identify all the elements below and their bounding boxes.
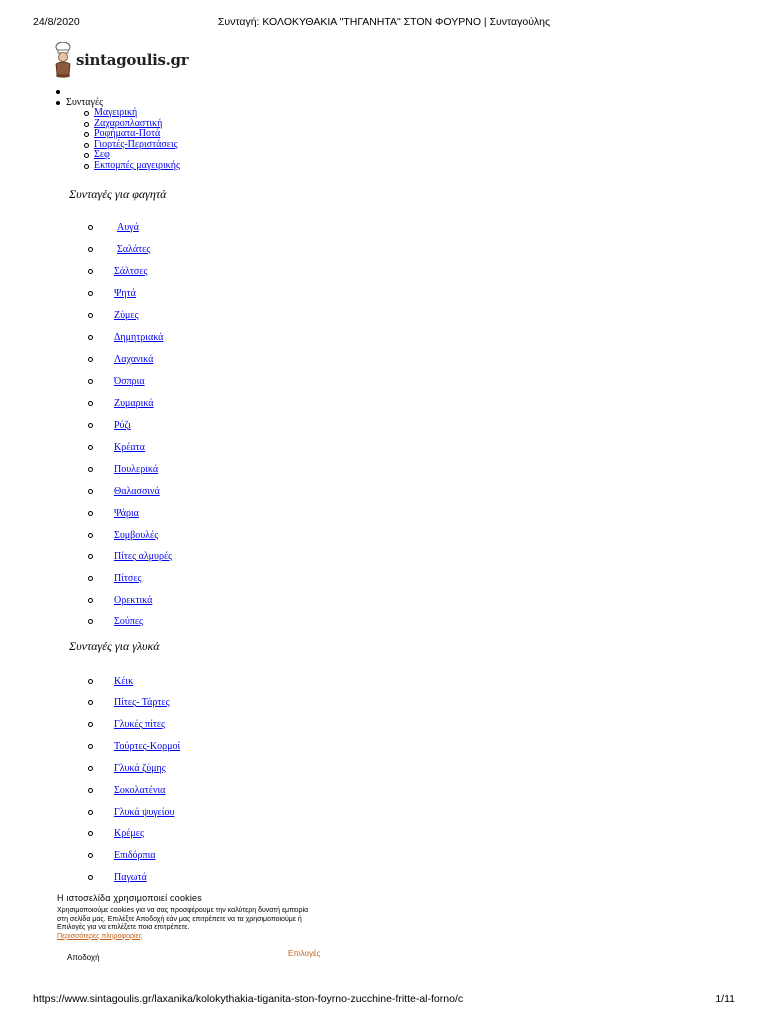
circle-bullet-icon (88, 489, 93, 494)
sweets-category-item (0, 763, 300, 777)
sweets-category-item (0, 697, 300, 711)
sweets-recipes-heading: Συνταγές για γλυκά (69, 639, 160, 653)
nav-item-empty (60, 86, 180, 97)
circle-bullet-icon (88, 554, 93, 559)
cookie-more-info-link[interactable]: Περισσότερες πληροφορίες (57, 932, 143, 940)
food-category-link[interactable]: Σαλάτες (117, 244, 151, 255)
circle-bullet-icon (88, 401, 93, 406)
circle-bullet-icon (88, 831, 93, 836)
food-category-link[interactable]: Σάλτσες (114, 266, 148, 277)
nav-recipes-label: Συνταγές (66, 97, 104, 108)
submenu-link-cooking-shows[interactable]: Εκπομπές μαγειρικής (94, 159, 180, 171)
food-category-item (0, 354, 300, 368)
cookie-accept-button[interactable]: Αποδοχή (67, 953, 100, 962)
site-logo[interactable] (52, 42, 189, 80)
food-category-item (0, 420, 300, 434)
food-category-link[interactable]: Συμβουλές (114, 530, 159, 541)
circle-bullet-icon (88, 853, 93, 858)
circle-bullet-icon (88, 722, 93, 727)
circle-bullet-icon (88, 225, 93, 230)
food-recipes-heading: Συνταγές για φαγητά (69, 187, 167, 201)
sweets-category-link[interactable]: Τούρτες-Κορμοί (114, 741, 181, 752)
circle-bullet-icon (88, 700, 93, 705)
print-footer (0, 993, 768, 1009)
food-category-link[interactable]: Όσπρια (114, 376, 145, 387)
food-category-link[interactable]: Ζύμες (114, 310, 139, 321)
food-category-link[interactable]: Πίτσες (114, 573, 142, 584)
food-category-link[interactable]: Σούπες (114, 616, 143, 627)
cookie-options-button[interactable]: Επιλογές (288, 949, 321, 958)
logo-text: sintagoulis.gr (76, 51, 189, 69)
food-category-item (0, 573, 300, 587)
circle-bullet-icon (88, 269, 93, 274)
print-page-title: Συνταγή: ΚΟΛΟΚΥΘΑΚΙΑ "ΤΗΓΑΝΗΤΑ" ΣΤΟΝ ΦΟΥΡΝΟ | Συνταγούλης (217, 16, 551, 28)
sweets-category-item (0, 872, 300, 886)
cookie-title: Η ιστοσελίδα χρησιμοποιεί cookies (57, 893, 202, 903)
circle-bullet-icon (88, 619, 93, 624)
sweets-category-item (0, 828, 300, 842)
submenu-item (94, 161, 180, 172)
food-category-link[interactable]: Ζυμαρικά (114, 398, 154, 409)
sweets-category-item (0, 850, 300, 864)
food-category-item (0, 486, 300, 500)
food-category-link[interactable]: Δημητριακά (114, 332, 164, 343)
submenu-link-drinks[interactable]: Ροφήματα-Ποτά (94, 128, 161, 140)
food-category-link[interactable]: Ψητά (114, 288, 136, 299)
circle-bullet-icon (88, 810, 93, 815)
food-category-link[interactable]: Θαλασσινά (114, 486, 160, 497)
sweets-category-link[interactable]: Γλυκά ψυγείου (114, 807, 175, 818)
food-category-item (0, 266, 300, 280)
food-category-item (0, 376, 300, 390)
submenu-link-pastry[interactable]: Ζαχαροπλαστική (94, 117, 163, 129)
print-url: https://www.sintagoulis.gr/laxanika/kolokythakia-tiganita-ston-foyrno-zucchine-fritte-al-forno/c (33, 993, 464, 1005)
chef-mascot-icon (52, 42, 74, 78)
nav-item-recipes[interactable] (60, 97, 180, 172)
sweets-category-item (0, 807, 300, 821)
print-date: 24/8/2020 (33, 16, 80, 28)
food-category-link[interactable]: Λαχανικά (114, 354, 154, 365)
recipes-submenu (60, 108, 180, 172)
sweets-category-link[interactable]: Επιδόρπια (114, 850, 156, 861)
cookie-consent-banner (57, 893, 357, 962)
circle-bullet-icon (88, 247, 93, 252)
sweets-category-item (0, 785, 300, 799)
sweets-category-link[interactable]: Πίτες- Τάρτες (114, 697, 170, 708)
food-category-item (0, 595, 300, 609)
food-category-item (0, 222, 300, 236)
print-page-number: 1/11 (715, 993, 735, 1005)
circle-bullet-icon (88, 379, 93, 384)
circle-bullet-icon (88, 744, 93, 749)
food-category-item (0, 551, 300, 565)
sweets-category-item (0, 719, 300, 733)
sweets-category-link[interactable]: Σοκολατένια (114, 785, 166, 796)
circle-bullet-icon (88, 445, 93, 450)
circle-bullet-icon (88, 679, 93, 684)
circle-bullet-icon (88, 511, 93, 516)
circle-bullet-icon (88, 291, 93, 296)
food-category-link[interactable]: Κρέατα (114, 442, 145, 453)
main-nav (60, 86, 180, 172)
submenu-link-cooking[interactable]: Μαγειρική (94, 107, 138, 118)
sweets-category-link[interactable]: Κέικ (114, 676, 134, 687)
circle-bullet-icon (88, 313, 93, 318)
food-category-item (0, 288, 300, 302)
submenu-link-holidays[interactable]: Γιορτές-Περιστάσεις (94, 138, 178, 150)
circle-bullet-icon (88, 423, 93, 428)
sweets-category-link[interactable]: Γλυκά ζύμης (114, 763, 166, 774)
food-category-item (0, 508, 300, 522)
circle-bullet-icon (88, 335, 93, 340)
food-category-item (0, 332, 300, 346)
food-category-link[interactable]: Ορεκτικά (114, 595, 153, 606)
circle-bullet-icon (88, 875, 93, 880)
sweets-category-link[interactable]: Γλυκές πίτες (114, 719, 166, 730)
sweets-category-link[interactable]: Κρέμες (114, 828, 144, 839)
food-category-item (0, 464, 300, 478)
submenu-link-chef[interactable]: Σεφ (94, 149, 110, 161)
circle-bullet-icon (88, 467, 93, 472)
food-category-link[interactable]: Πίτες αλμυρές (114, 551, 173, 562)
food-category-item (0, 442, 300, 456)
circle-bullet-icon (88, 788, 93, 793)
print-header (0, 16, 768, 32)
cookie-message: Χρησιμοποιούμε cookies για να σας προσφέρουμε την καλύτερη δυνατή εμπειρία στη σελίδα μας. Επιλέξτε Αποδοχή εάν μας επιτρέπετε να τα χρησιμοποιούμε ή Επιλογές για να επιλέξετε ποια επιτρέπετε. (57, 907, 309, 931)
circle-bullet-icon (88, 598, 93, 603)
food-category-item (0, 616, 300, 630)
circle-bullet-icon (88, 766, 93, 771)
circle-bullet-icon (88, 576, 93, 581)
food-category-item (0, 530, 300, 544)
sweets-category-item (0, 741, 300, 755)
food-category-link[interactable]: Ρύζι (114, 420, 131, 431)
sweets-category-link[interactable]: Παγωτά (114, 872, 147, 883)
food-category-link[interactable]: Αυγά (117, 222, 139, 233)
circle-bullet-icon (88, 533, 93, 538)
food-category-item (0, 398, 300, 412)
food-category-item (0, 244, 300, 258)
food-category-item (0, 310, 300, 324)
sweets-category-item (0, 676, 300, 690)
food-category-link[interactable]: Ψάρια (114, 508, 139, 519)
circle-bullet-icon (88, 357, 93, 362)
food-category-link[interactable]: Πουλερικά (114, 464, 159, 475)
